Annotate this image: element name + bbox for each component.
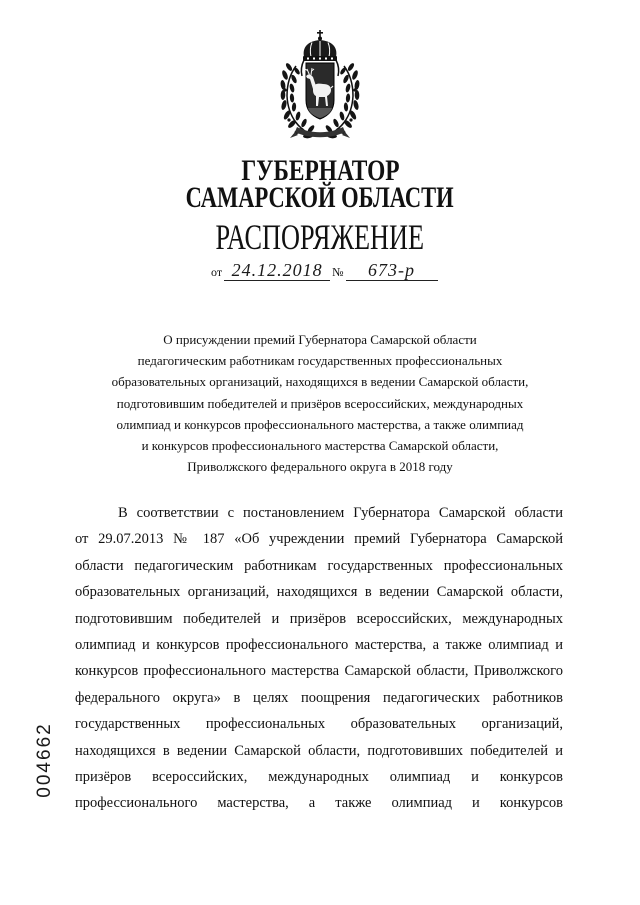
deer-shield-icon bbox=[305, 63, 334, 119]
number-prefix-label: № bbox=[332, 265, 344, 279]
subject-line: олимпиад и конкурсов профессионального мастерства, а также олимпиад bbox=[116, 416, 524, 432]
body-line: от 29.07.2013 № 187 «Об учреждении премий Губернатора Самарской bbox=[75, 531, 563, 548]
subject-line: образовательных организаций, находящихся в ведении Самарской области, bbox=[111, 374, 529, 390]
governor-title-text: ГУБЕРНАТОР bbox=[240, 154, 400, 187]
region-title bbox=[0, 181, 640, 214]
governor-title bbox=[0, 154, 640, 187]
date-prefix-label: от bbox=[211, 265, 223, 279]
body-line: олимпиад и конкурсов профессионального мастерства, а также олимпиад и bbox=[75, 637, 563, 654]
document-subject bbox=[0, 329, 640, 477]
body-line: области педагогическим работникам государственных профессиональных bbox=[75, 557, 563, 574]
coat-of-arms-icon bbox=[275, 30, 365, 142]
body-line: призёров всероссийских, международных олимпиад и конкурсов bbox=[75, 769, 563, 786]
body-line: профессионального мастерства, а также олимпиад и конкурсов bbox=[75, 795, 563, 812]
body-line: государственных профессиональных образовательных организаций, bbox=[75, 716, 563, 733]
body-line: конкурсов профессионального мастерства Самарской области, Приволжского bbox=[75, 663, 563, 680]
body-line: подготовившим победителей и призёров всероссийских, международных bbox=[75, 610, 563, 627]
subject-line: Приволжского федерального округа в 2018 году bbox=[187, 459, 453, 475]
body-line: федерального округа» в целях поощрения педагогических работников bbox=[75, 689, 563, 706]
registration-line bbox=[211, 259, 438, 281]
document-type-text: РАСПОРЯЖЕНИЕ bbox=[215, 217, 425, 257]
subject-line: и конкурсов профессионального мастерства Самарской области, bbox=[141, 438, 499, 454]
number-value: 673-р bbox=[346, 260, 438, 281]
document-body bbox=[75, 500, 563, 817]
archive-number-stamp: 004662 bbox=[34, 722, 55, 798]
document-type-title bbox=[0, 219, 640, 255]
issuer-title bbox=[0, 154, 640, 214]
date-value: 24.12.2018 bbox=[224, 260, 330, 281]
subject-line: подготовившим победителей и призёров всероссийских, международных bbox=[116, 395, 524, 411]
ribbon-icon bbox=[290, 127, 350, 138]
body-line: В соответствии с постановлением Губернатора Самарской области bbox=[118, 505, 563, 521]
subject-line: педагогическим работникам государственных профессиональных bbox=[137, 353, 503, 369]
body-line: находящихся в ведении Самарской области, подготовивших победителей и bbox=[75, 742, 563, 759]
region-title-text: САМАРСКОЙ ОБЛАСТИ bbox=[186, 181, 454, 214]
subject-line: О присуждении премий Губернатора Самарской области bbox=[163, 332, 477, 347]
body-line: образовательных организаций, находящихся в ведении Самарской области, bbox=[75, 584, 563, 601]
